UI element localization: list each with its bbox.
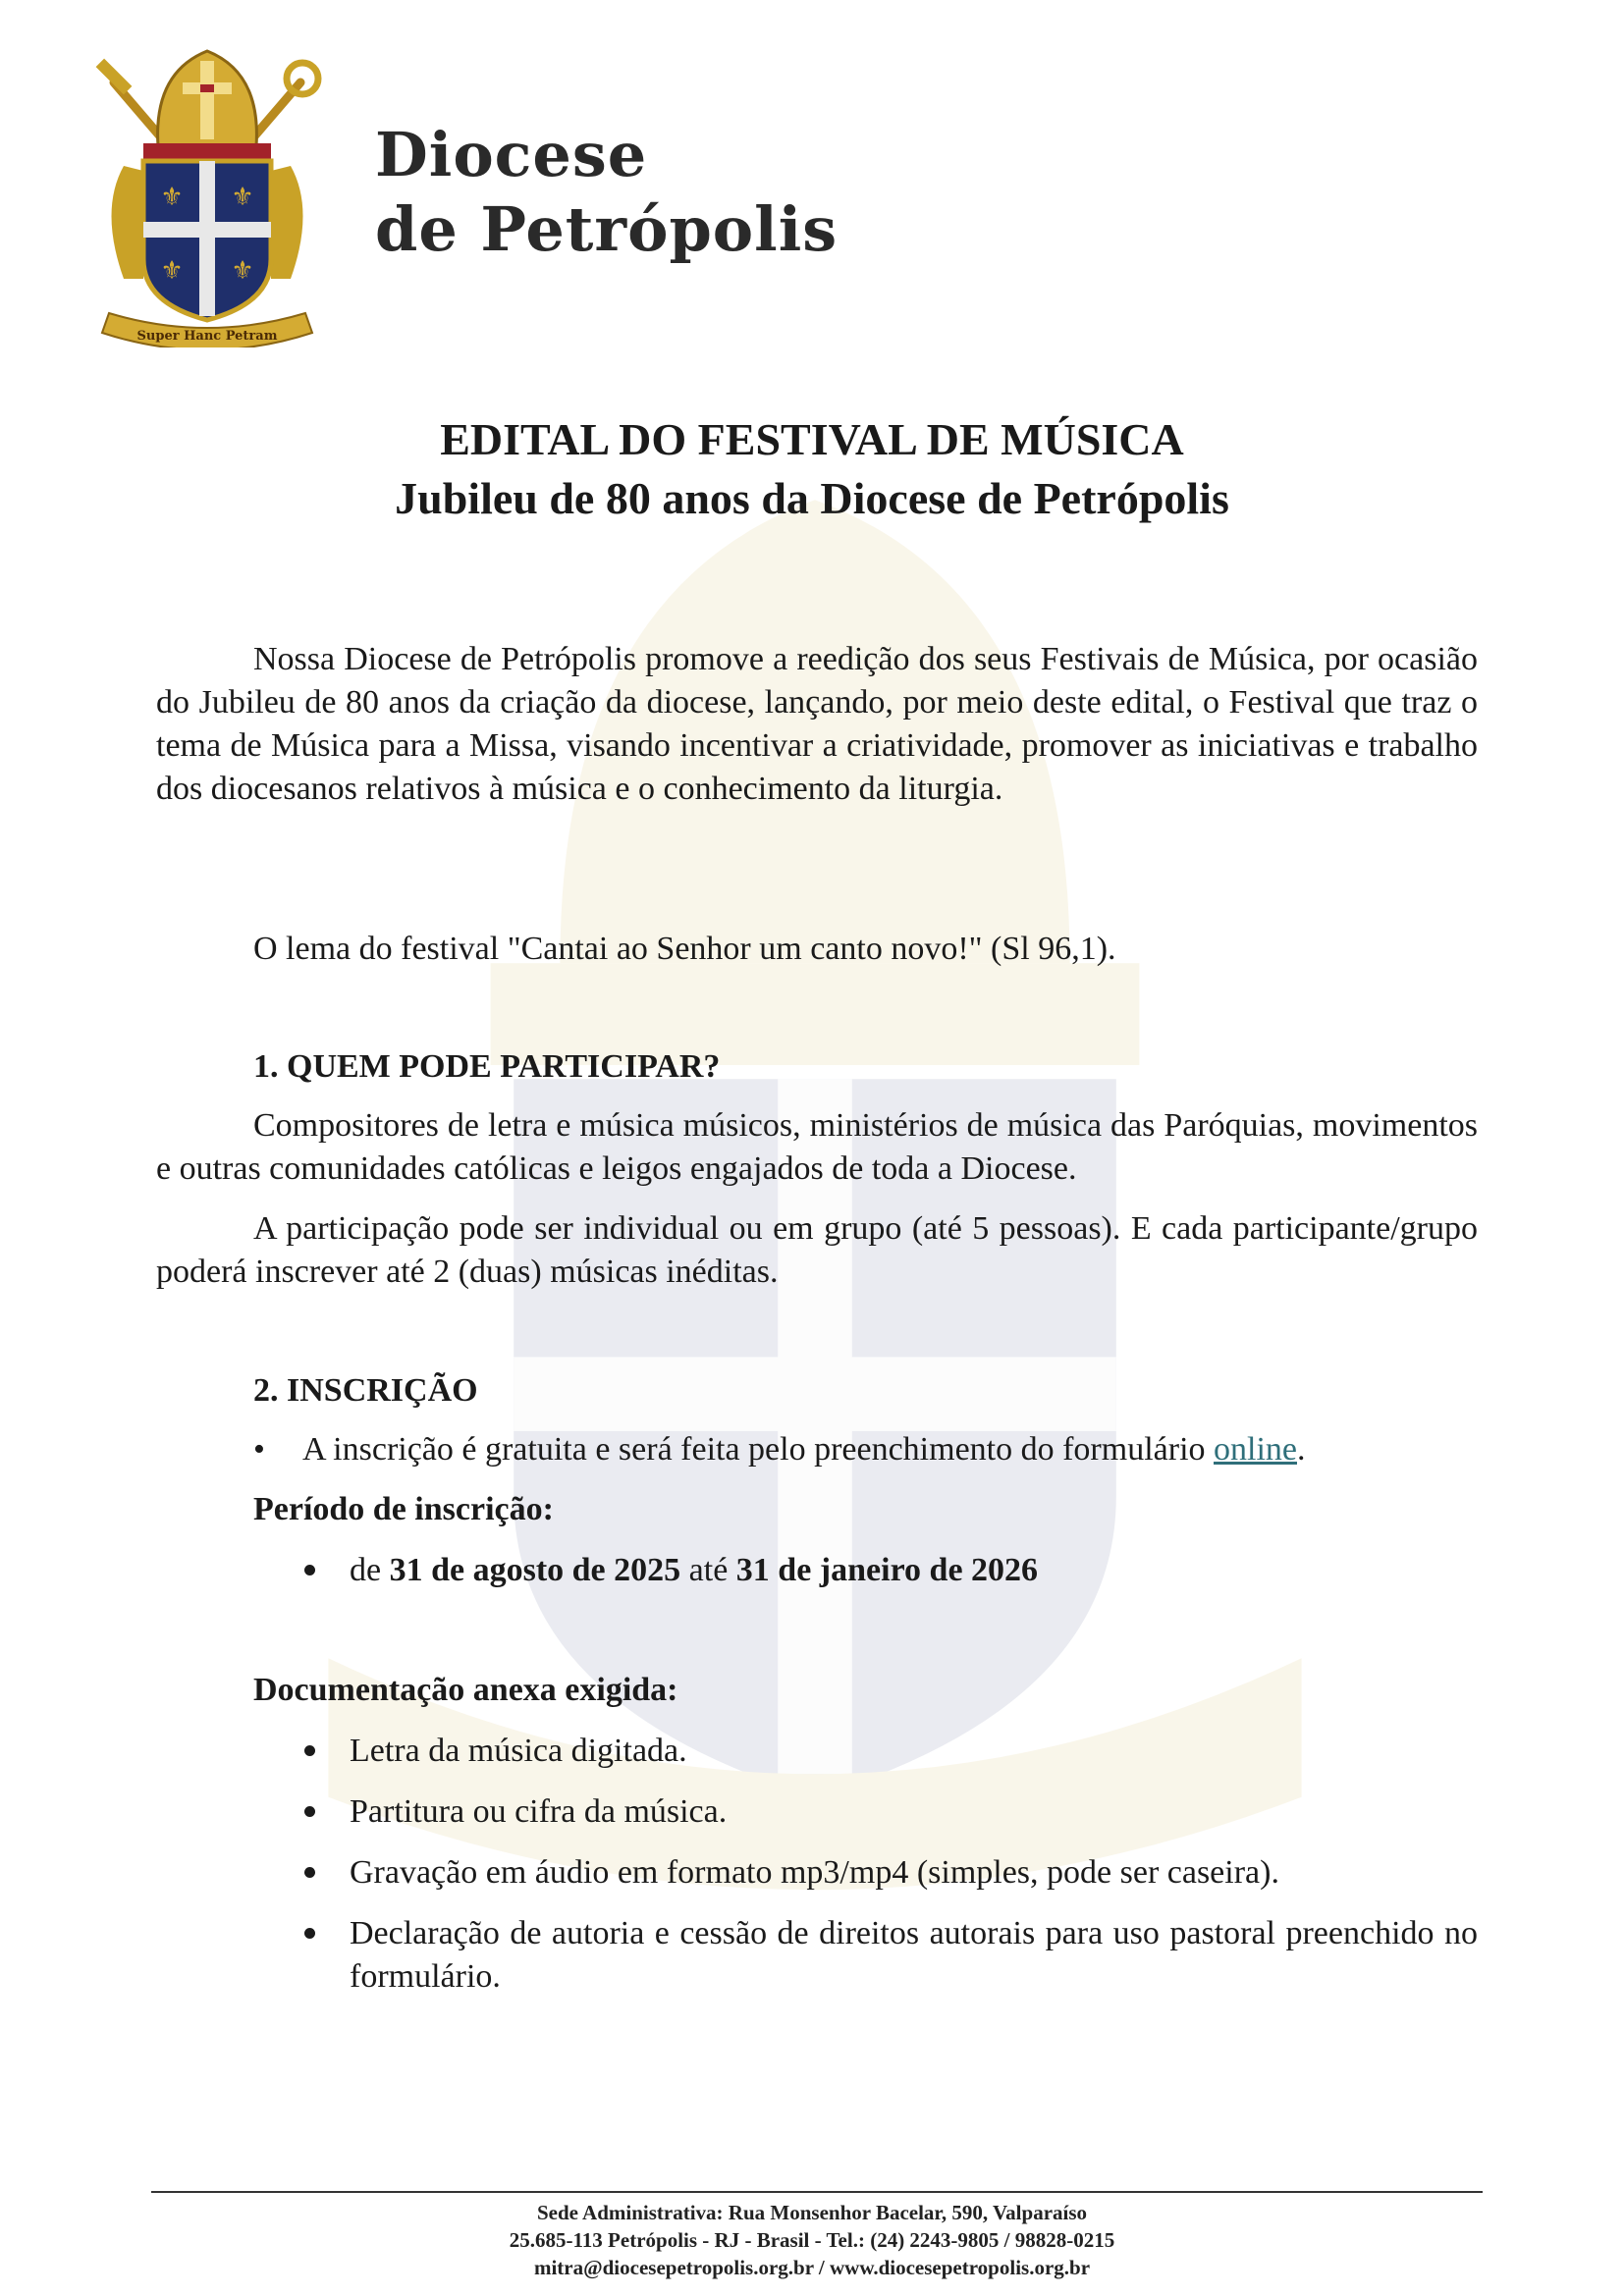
inscricao-bullet	[253, 1428, 1478, 1471]
diocese-name-line2: de Petrópolis	[375, 193, 839, 265]
periodo-prefix: de	[350, 1552, 390, 1588]
title-line2: Jubileu de 80 anos da Diocese de Petrópolis	[395, 473, 1229, 523]
svg-text:⚜: ⚜	[160, 183, 184, 212]
list-item: Partitura ou cifra da música.	[300, 1790, 1478, 1834]
footer	[0, 2199, 1624, 2281]
periodo-heading: Período de inscrição:	[253, 1491, 554, 1527]
periodo-mid: até	[680, 1552, 736, 1588]
periodo-end: 31 de janeiro de 2026	[735, 1552, 1039, 1588]
document-title	[0, 410, 1624, 528]
list-item: Letra da música digitada.	[300, 1730, 1478, 1773]
inscricao-end: .	[1297, 1431, 1306, 1468]
title-line1: EDITAL DO FESTIVAL DE MÚSICA	[440, 414, 1184, 464]
svg-text:⚜: ⚜	[160, 256, 184, 286]
footer-divider	[151, 2191, 1483, 2193]
diocese-crest-icon	[84, 43, 330, 347]
documentation-heading: Documentação anexa exigida:	[253, 1672, 678, 1708]
lema-paragraph: O lema do festival "Cantai ao Senhor um canto novo!" (Sl 96,1).	[253, 931, 1116, 967]
section1-paragraph2: A participação pode ser individual ou em grupo (até 5 pessoas). E cada participante/grupo poderá inscrever até 2 (duas) músicas inéditas.	[156, 1210, 1478, 1290]
periodo-start: 31 de agosto de 2025	[389, 1552, 681, 1588]
documentation-list	[300, 1730, 1478, 2016]
list-item: Gravação em áudio em formato mp3/mp4 (simples, pode ser caseira).	[300, 1851, 1478, 1895]
section2-heading: 2. INSCRIÇÃO	[253, 1372, 478, 1409]
crest-motto: Super Hanc Petram	[136, 329, 278, 344]
online-form-link[interactable]: online	[1214, 1431, 1297, 1468]
diocese-name	[375, 118, 838, 267]
bullet-marker: •	[253, 1431, 265, 1468]
svg-text:⚜: ⚜	[231, 183, 254, 212]
footer-address: Sede Administrativa: Rua Monsenhor Bacelar, 590, Valparaíso	[536, 2201, 1088, 2224]
list-item: Declaração de autoria e cessão de direitos autorais para uso pastoral preenchido no formulário.	[300, 1912, 1478, 1999]
inscricao-text: A inscrição é gratuita e será feita pelo preenchimento do formulário	[302, 1431, 1215, 1468]
section1-paragraph1: Compositores de letra e música músicos, ministérios de música das Paróquias, movimentos e outras comunidades católicas e leigos engajados de toda a Diocese.	[156, 1107, 1478, 1187]
diocese-name-line1: Diocese	[375, 119, 648, 190]
section1-heading: 1. QUEM PODE PARTICIPAR?	[253, 1048, 721, 1085]
svg-text:⚜: ⚜	[231, 256, 254, 286]
intro-paragraph: Nossa Diocese de Petrópolis promove a reedição dos seus Festivais de Música, por ocasião do Jubileu de 80 anos da criação da diocese, lançando, por meio deste edital, o Festival que traz o tema de Música para a Missa, visando incentivar a criatividade, promover as iniciativas e trabalho dos diocesanos relativos à música e o conhecimento da liturgia.	[156, 641, 1478, 807]
periodo-item	[300, 1549, 1478, 1592]
footer-contact: 25.685-113 Petrópolis - RJ - Brasil - Tel.: (24) 2243-9805 / 98828-0215	[509, 2228, 1115, 2252]
footer-web: mitra@diocesepetropolis.org.br / www.diocesepetropolis.org.br	[533, 2256, 1091, 2279]
